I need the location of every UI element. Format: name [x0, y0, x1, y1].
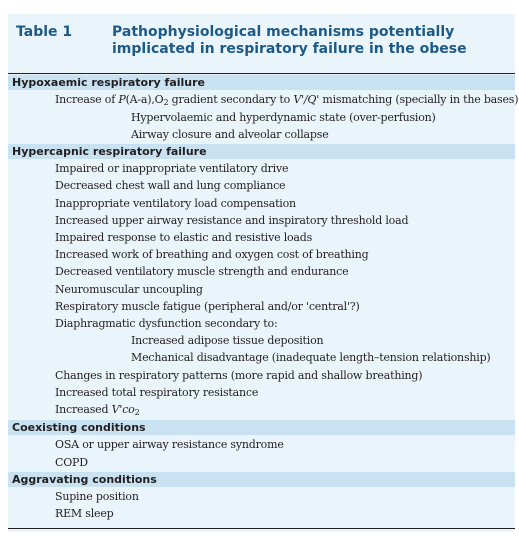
list-item: Mechanical disadvantage (inadequate length–tension relationship): [131, 351, 491, 364]
list-item: Decreased ventilatory muscle strength and endurance: [55, 265, 349, 278]
table-header: [8, 14, 515, 70]
list-item: COPD: [55, 456, 88, 469]
list-item: Decreased chest wall and lung compliance: [55, 179, 286, 192]
list-item: Increased upper airway resistance and inspiratory threshold load: [55, 214, 409, 227]
list-item: Respiratory muscle fatigue (peripheral and/or 'central'?): [55, 300, 360, 313]
list-item: Impaired response to elastic and resistive loads: [55, 231, 313, 244]
section-heading-hypercapnic: Hypercapnic respiratory failure: [8, 144, 515, 159]
list-item: Increased total respiratory resistance: [55, 386, 259, 399]
table-number: Table 1: [16, 24, 73, 40]
list-item: Increased adipose tissue deposition: [131, 334, 324, 347]
list-item: Increased $V'co_2$: [55, 403, 140, 417]
section-heading-aggravating: Aggravating conditions: [8, 472, 515, 487]
list-item: Changes in respiratory patterns (more rapid and shallow breathing): [55, 369, 423, 382]
list-item: Increase of $P(A-a),O_2$ gradient secondary to V'/Q' mismatching (specially in the bases): [55, 93, 519, 107]
list-item: REM sleep: [55, 507, 114, 520]
table-box: [8, 14, 519, 532]
section-heading-hypoxaemic: Hypoxaemic respiratory failure: [8, 75, 515, 90]
table-title: Pathophysiological mechanisms potentially implicated in respiratory failure in the obese: [112, 24, 467, 57]
list-item: Diaphragmatic dysfunction secondary to:: [55, 317, 278, 330]
list-item: Inappropriate ventilatory load compensation: [55, 197, 296, 210]
footer-rule: [8, 528, 515, 529]
section-heading-coexisting: Coexisting conditions: [8, 420, 515, 435]
list-item: Airway closure and alveolar collapse: [131, 128, 329, 141]
list-item: Supine position: [55, 490, 139, 503]
list-item: Impaired or inappropriate ventilatory drive: [55, 162, 289, 175]
list-item: Hypervolaemic and hyperdynamic state (over-perfusion): [131, 111, 436, 124]
list-item: OSA or upper airway resistance syndrome: [55, 438, 284, 451]
list-item: Neuromuscular uncoupling: [55, 283, 203, 296]
header-rule: [8, 73, 515, 74]
list-item: Increased work of breathing and oxygen cost of breathing: [55, 248, 369, 261]
